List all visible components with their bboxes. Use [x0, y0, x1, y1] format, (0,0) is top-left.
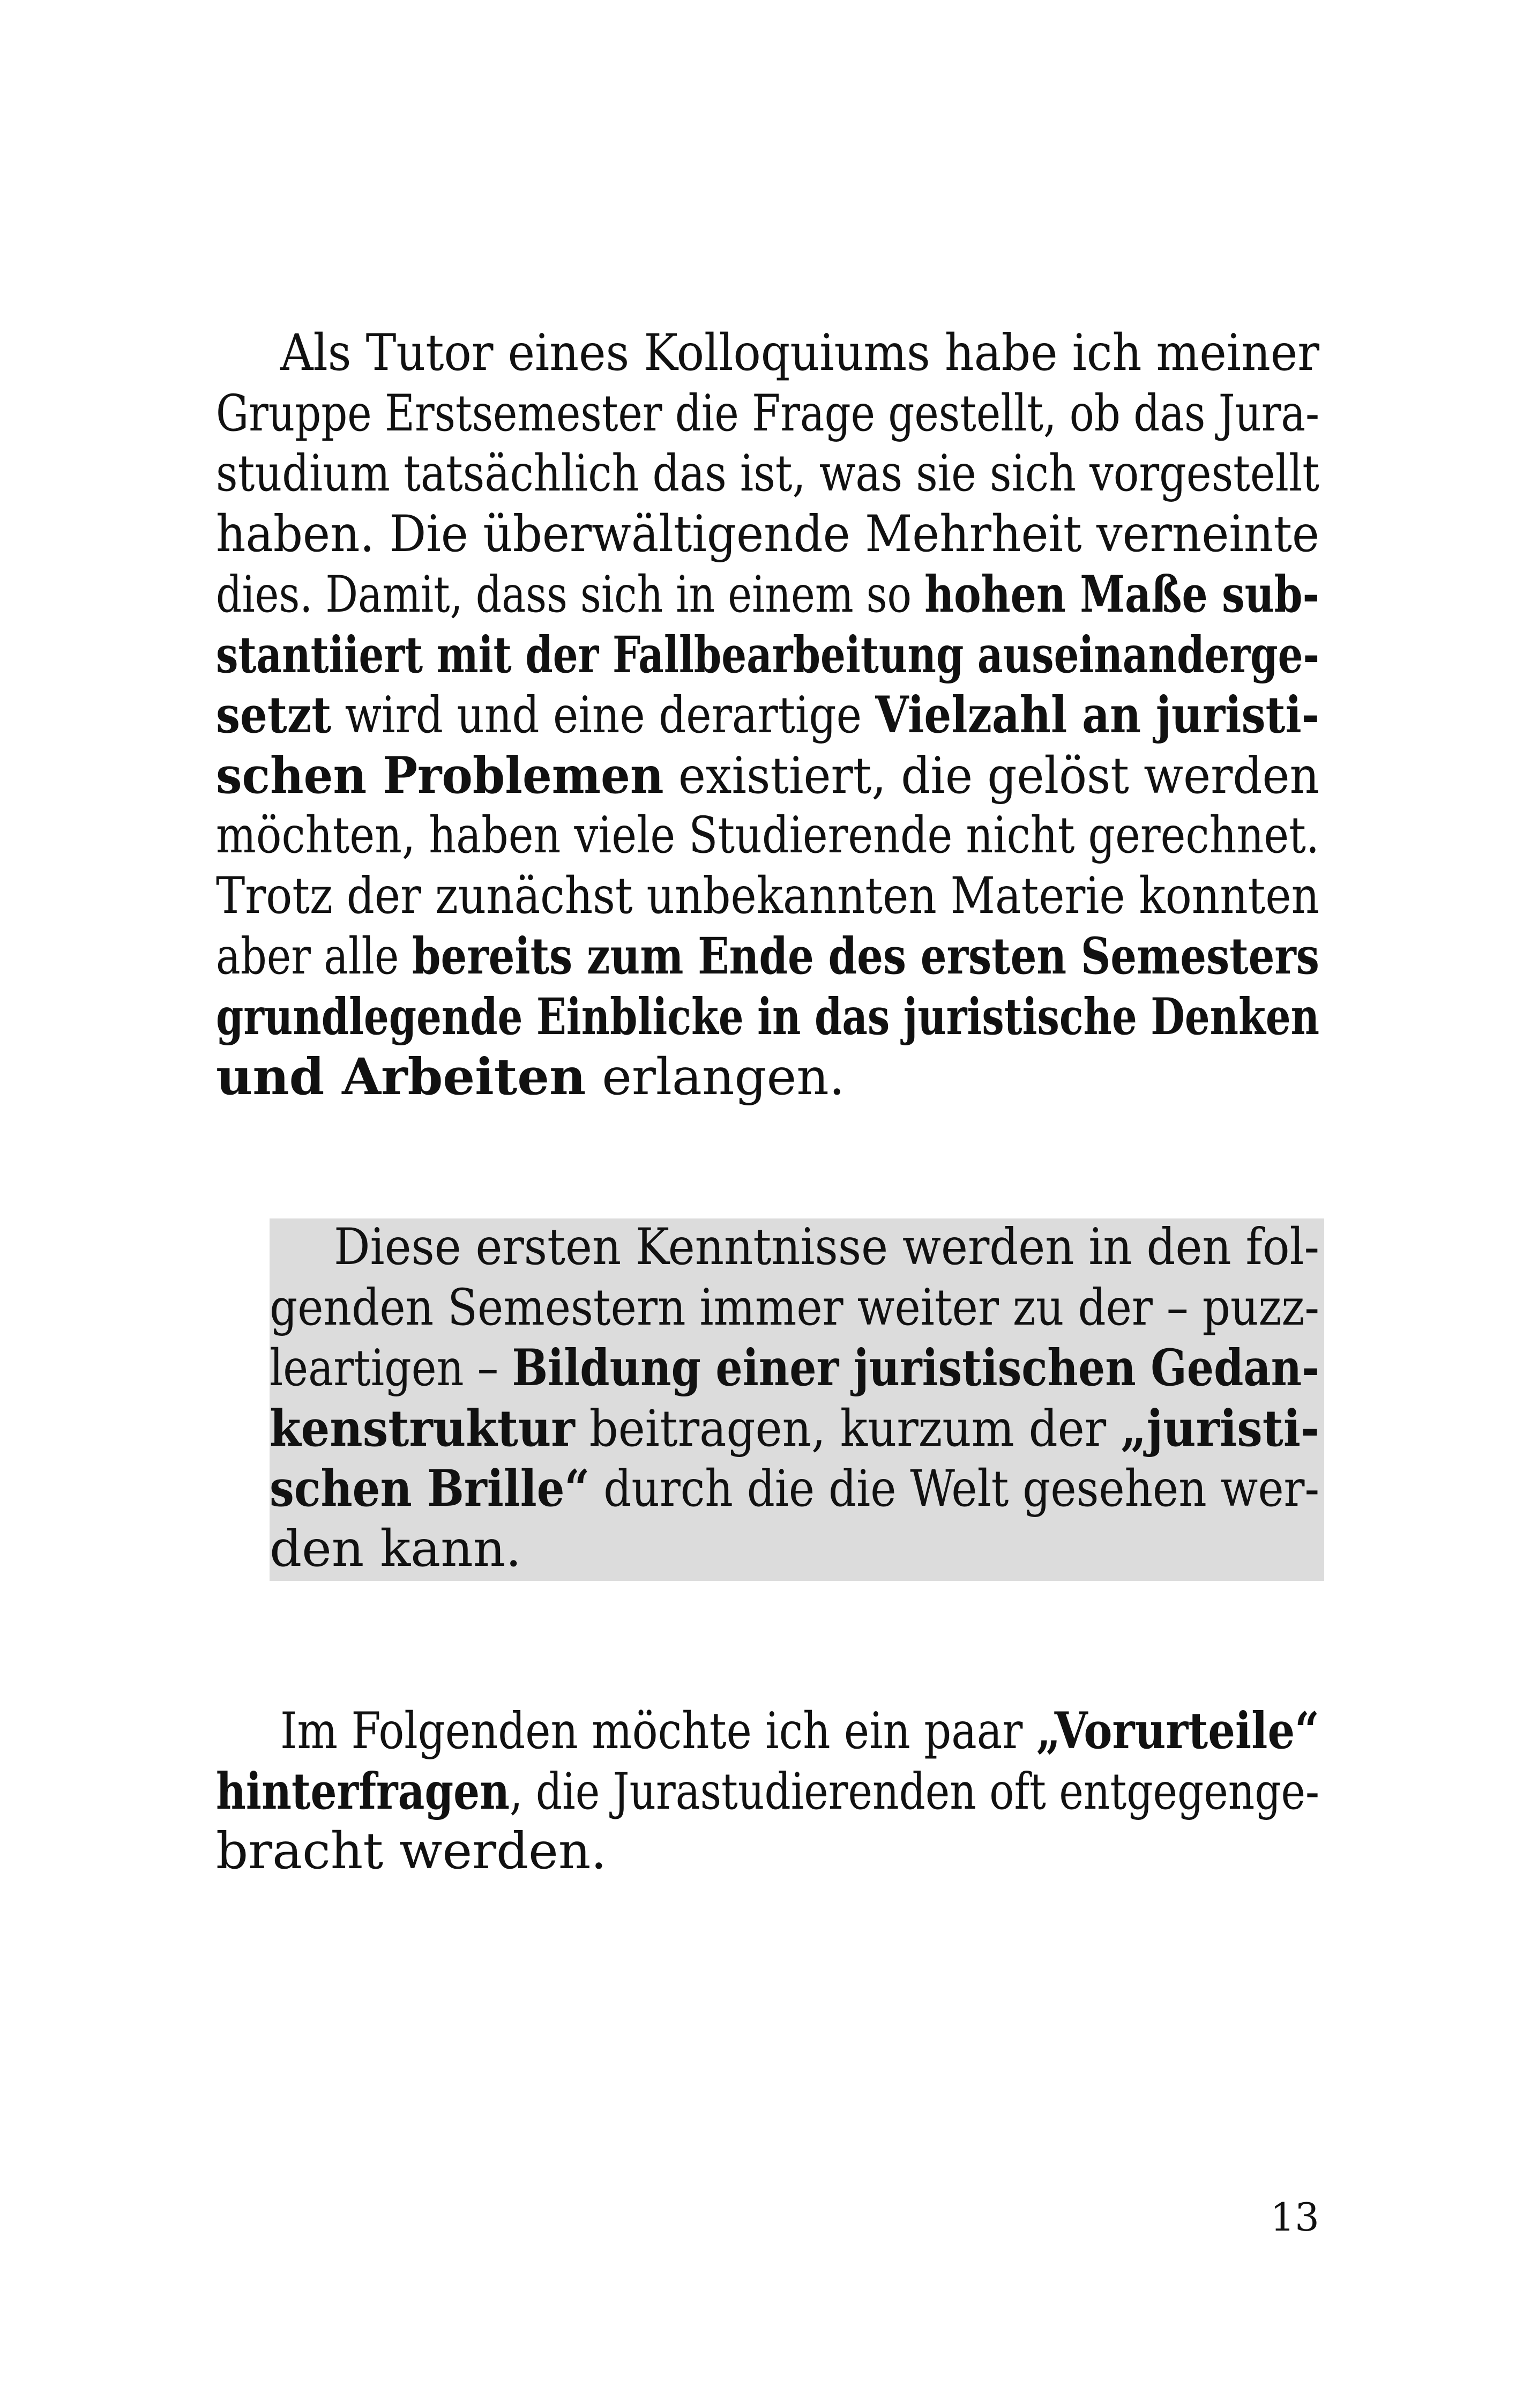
bold-text: Vielzahl an juristi-: [875, 686, 1319, 745]
bold-text: setzt: [216, 686, 332, 745]
text-run: Gruppe Erstsemester die Frage gestellt, ob das Jura-: [216, 384, 1319, 443]
text-run: genden Semestern immer weiter zu der – puzz-: [270, 1278, 1319, 1337]
text-run: wird und eine derartige: [331, 686, 876, 745]
text-run: aber alle: [216, 927, 412, 986]
text-line: [216, 1822, 607, 1881]
text-line: [216, 806, 1319, 865]
text-line: [216, 1047, 845, 1106]
text-run: leartigen –: [270, 1339, 512, 1398]
bold-text: und Arbeiten: [216, 1047, 586, 1106]
text-line: [216, 384, 1319, 443]
bold-text: „juristi-: [1121, 1399, 1319, 1458]
text-line: [334, 1218, 1319, 1276]
text-line: [216, 565, 1319, 624]
page-number: 13: [1270, 2195, 1319, 2240]
text-line: [216, 504, 1319, 563]
text-run: Trotz der zunächst unbekannten Materie konnten: [216, 866, 1319, 925]
text-line: [216, 987, 1319, 1046]
text-run: Diese ersten Kenntnisse werden in den fol-: [334, 1218, 1319, 1276]
text-line: [280, 1701, 1319, 1760]
text-run: dies. Damit, dass sich in einem so: [216, 566, 925, 624]
bold-text: stantiiert mit der Fallbearbeitung auseinanderge-: [216, 625, 1319, 685]
text-run: , die Jurastudierenden oft entgegenge-: [509, 1762, 1319, 1821]
bold-text: hohen Maße sub-: [924, 565, 1319, 624]
bold-text: Bildung einer juristischen Gedan-: [512, 1339, 1319, 1398]
text-line: [270, 1519, 522, 1578]
text-line: [216, 444, 1319, 503]
text-run: durch die die Welt gesehen wer-: [589, 1460, 1319, 1518]
bold-text: „Vorurteile“: [1036, 1701, 1319, 1760]
text-run: studium tatsächlich das ist, was sie sich vorgestellt: [216, 444, 1319, 503]
text-run: Als Tutor eines Kolloquiums habe ich meiner: [280, 324, 1319, 382]
text-line: [270, 1278, 1319, 1337]
text-run: Im Folgenden möchte ich ein paar: [280, 1702, 1036, 1760]
bold-text: grundlegende Einblicke in das juristische Denken: [216, 987, 1319, 1046]
text-line: [270, 1339, 1319, 1398]
text-line: [270, 1399, 1319, 1458]
text-line: [216, 746, 1319, 805]
bold-text: schen Problemen: [216, 746, 664, 805]
text-line: [216, 1762, 1319, 1821]
text-line: [280, 324, 1319, 382]
text-run: beitragen, kurzum der: [574, 1399, 1121, 1458]
text-run: haben. Die überwältigende Mehrheit verneinte: [216, 504, 1319, 563]
text-run: bracht werden.: [216, 1822, 607, 1881]
text-line: [216, 686, 1319, 745]
text-line: [216, 625, 1319, 685]
bold-text: hinterfragen: [216, 1762, 510, 1821]
text-run: erlangen.: [586, 1048, 845, 1106]
text-run: existiert, die gelöst werden: [663, 746, 1319, 805]
text-line: [216, 866, 1319, 925]
bold-text: schen Brille“: [270, 1459, 590, 1518]
bold-text: kenstruktur: [270, 1399, 575, 1458]
bold-text: bereits zum Ende des ersten Semesters: [412, 927, 1319, 986]
text-run: möchten, haben viele Studierende nicht gerechnet.: [216, 806, 1319, 865]
text-line: [216, 927, 1319, 986]
text-run: den kann.: [270, 1519, 522, 1578]
text-line: [270, 1459, 1319, 1518]
